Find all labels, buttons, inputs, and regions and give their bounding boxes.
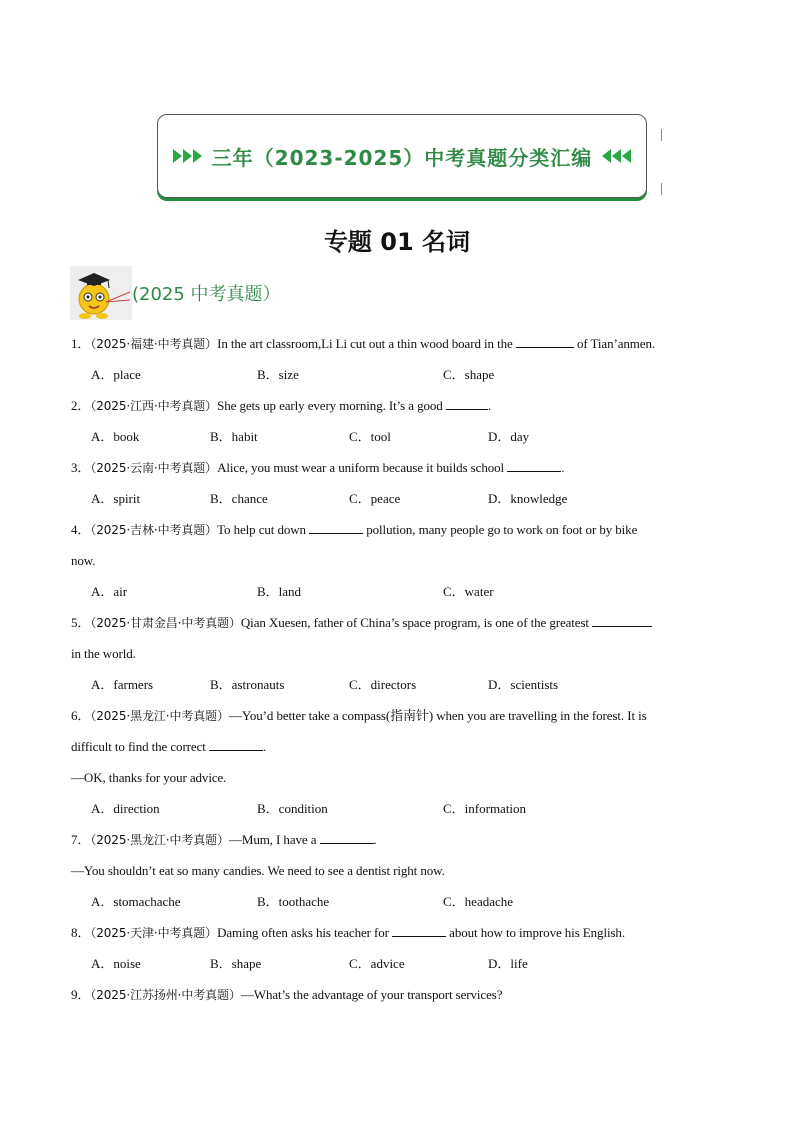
- option: B．size: [257, 367, 299, 382]
- banner-edge-mark: [661, 183, 662, 195]
- option: B．condition: [257, 801, 328, 816]
- option: B．astronauts: [210, 677, 285, 692]
- option: A．farmers: [91, 677, 154, 692]
- question-source: （2025·福建·中考真题）: [90, 337, 218, 351]
- question-number: 9．: [71, 987, 91, 1002]
- answer-blank: [592, 614, 652, 627]
- answer-blank: [392, 924, 446, 937]
- question-text: difficult to find the correct: [71, 739, 209, 754]
- option: C．headache: [443, 894, 514, 909]
- question-number: 1．: [71, 336, 91, 351]
- option: A．direction: [91, 801, 160, 816]
- option: A．air: [91, 584, 128, 599]
- question-text: .: [561, 460, 565, 475]
- title-banner: [157, 114, 647, 198]
- section-heading: [70, 266, 281, 320]
- banner-title: 三年（2023-2025）中考真题分类汇编: [211, 145, 593, 170]
- option: D．day: [488, 429, 530, 444]
- question-9: [71, 979, 726, 1010]
- option: B．habit: [210, 429, 258, 444]
- question-3: [71, 452, 726, 483]
- option: C．peace: [349, 491, 401, 506]
- question-source: （2025·甘肃金昌·中考真题）: [90, 616, 241, 630]
- option: C．shape: [443, 367, 495, 382]
- question-source: （2025·云南·中考真题）: [90, 461, 218, 475]
- graduate-mascot-icon: [70, 266, 132, 320]
- option: D．scientists: [488, 677, 559, 692]
- question-1: [71, 328, 726, 359]
- answer-blank: [309, 521, 363, 534]
- options-row: [71, 793, 726, 824]
- section-title: (2025 中考真题）: [132, 284, 281, 305]
- option: B．shape: [210, 956, 262, 971]
- question-list: [71, 328, 726, 1010]
- question-number: 8．: [71, 925, 91, 940]
- option: C．information: [443, 801, 527, 816]
- question-number: 4．: [71, 522, 91, 537]
- option: C．directors: [349, 677, 417, 692]
- question-text: —What’s the advantage of your transport services?: [240, 987, 503, 1002]
- question-source: （2025·黑龙江·中考真题）: [90, 709, 229, 723]
- question-text: Qian Xuesen, father of China’s space program, is one of the greatest: [240, 615, 593, 630]
- question-4-continued: now.: [71, 553, 96, 568]
- question-text: —Mum, I have a: [228, 832, 320, 847]
- question-text: —You’d better take a compass(指南针) when you are travelling in the forest. It is: [228, 708, 647, 723]
- question-text: Alice, you must wear a uniform because it builds school: [217, 460, 508, 475]
- answer-blank: [209, 738, 263, 751]
- question-6-continued: [71, 731, 726, 762]
- question-text: .: [262, 739, 267, 754]
- option: A．place: [91, 367, 141, 382]
- question-text: In the art classroom,Li Li cut out a thin wood board in the: [217, 336, 516, 351]
- question-text: of Tian’anmen.: [573, 336, 656, 351]
- question-8: [71, 917, 726, 948]
- option: B．land: [257, 584, 302, 599]
- triangle-arrows-right-icon: [173, 149, 202, 163]
- question-text: Daming often asks his teacher for: [217, 925, 393, 940]
- triangle-arrows-left-icon: [602, 149, 631, 163]
- option: C．water: [443, 584, 494, 599]
- question-6: [71, 700, 726, 731]
- answer-blank: [446, 397, 488, 410]
- question-text: .: [487, 398, 491, 413]
- question-7-reply: —You shouldn’t eat so many candies. We need to see a dentist right now.: [71, 863, 445, 878]
- question-text: She gets up early every morning. It’s a good: [217, 398, 446, 413]
- question-6-reply: —OK, thanks for your advice.: [71, 770, 227, 785]
- question-text: pollution, many people go to work on foot or by bike: [363, 522, 638, 537]
- banner-edge-mark: [661, 129, 662, 141]
- question-source: （2025·天津·中考真题）: [90, 926, 218, 940]
- question-number: 3．: [71, 460, 91, 475]
- question-4: [71, 514, 726, 545]
- question-5: [71, 607, 726, 638]
- options-row: [71, 948, 726, 979]
- option: D．knowledge: [488, 491, 568, 506]
- question-5-continued: in the world.: [71, 646, 136, 661]
- question-text: To help cut down: [217, 522, 310, 537]
- option: A．spirit: [91, 491, 141, 506]
- question-source: （2025·江西·中考真题）: [90, 399, 218, 413]
- answer-blank: [320, 831, 374, 844]
- option: C．tool: [349, 429, 391, 444]
- question-source: （2025·江苏扬州·中考真题）: [90, 988, 241, 1002]
- option: A．stomachache: [91, 894, 181, 909]
- answer-blank: [507, 459, 561, 472]
- options-row: [71, 576, 726, 607]
- question-2: [71, 390, 726, 421]
- answer-blank: [516, 335, 574, 348]
- question-text: about how to improve his English.: [446, 925, 625, 940]
- question-source: （2025·黑龙江·中考真题）: [90, 833, 229, 847]
- question-7: [71, 824, 726, 855]
- option: D．life: [488, 956, 528, 971]
- question-source: （2025·吉林·中考真题）: [90, 523, 218, 537]
- options-row: [71, 359, 726, 390]
- options-row: [71, 483, 726, 514]
- option: C．advice: [349, 956, 405, 971]
- option: A．noise: [91, 956, 141, 971]
- option: B．chance: [210, 491, 268, 506]
- question-number: 6．: [71, 708, 91, 723]
- options-row: [71, 886, 726, 917]
- options-row: [71, 421, 726, 452]
- options-row: [71, 669, 726, 700]
- question-number: 2．: [71, 398, 91, 413]
- option: B．toothache: [257, 894, 330, 909]
- option: A．book: [91, 429, 140, 444]
- question-text: .: [373, 832, 377, 847]
- question-number: 5．: [71, 615, 91, 630]
- document-title: 专题 01 名词: [323, 228, 471, 256]
- question-number: 7．: [71, 832, 91, 847]
